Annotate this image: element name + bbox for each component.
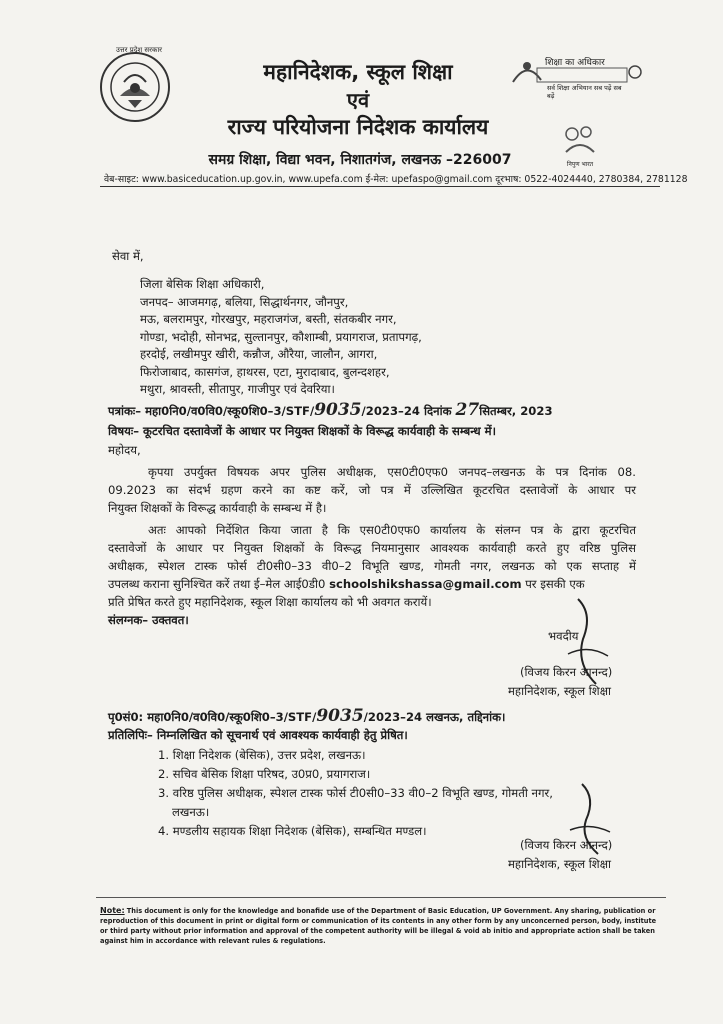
ref-handwritten-number: 9035 [314, 400, 362, 420]
signatory-name: (विजय किरन आनन्द) [520, 665, 613, 679]
recipient-line: हरदोई, लखीमपुर खीरी, कन्नौज, औरैया, जालौन, आगरा, [140, 347, 378, 361]
enclosure: संलग्नक– उक्तवत। [108, 613, 189, 627]
para1-line: कृपया उपर्युक्त विषयक अपर पुलिस अधीक्षक, एस0टी0एफ0 जनपद–लखनऊ के पत्र दिनांक 08. [148, 465, 636, 479]
up-government-emblem-icon [98, 50, 172, 124]
para1-line: 09.2023 का संदर्भ ग्रहण करने का कष्ट करें, जो पत्र में उल्लिखित कूटरचित दस्तावेजों के आधार पर [108, 483, 636, 497]
recipient-line: मथुरा, श्रावस्ती, सीतापुर, गाजीपुर एवं देवरिया। [140, 382, 335, 396]
para2-line [108, 576, 585, 592]
emblem-caption: उत्तर प्रदेश सरकार [115, 46, 163, 54]
endorsement-number-line [108, 708, 505, 725]
office-title-line1: महानिदेशक, स्कूल शिक्षा [263, 60, 453, 84]
copy-intro: प्रतिलिपिः– निम्नलिखित को सूचनार्थ एवं आवश्यक कार्यवाही हेतु प्रेषित। [108, 728, 408, 742]
recipient-line: मऊ, बलरामपुर, गोरखपुर, महराजगंज, बस्ती, संतकबीर नगर, [140, 312, 397, 326]
para2-line: अतः आपको निर्देशित किया जाता है कि एस0टी0एफ0 कार्यालय के संलग्न पत्र के द्वारा कूटरचित [148, 523, 636, 537]
ref-suffix: /2023–24 दिनांक [361, 404, 452, 418]
ref2-handwritten-number: 9035 [316, 706, 364, 726]
note-text: This document is only for the knowledge and bonafide use of the Department of Basic Education, UP Government. Any sharing, publication or reproduction of this document in print or digital form or communication of its contents in any other form by any unconcerned person, body, institute or third party without prior information and approval of the competent authority will be illegal & void ab initio and appropriate action shall be taken against him in accordance with relevant rules & regulations. [100, 907, 657, 945]
ref2-prefix: पृ0सं0: महा0नि0/व0वि0/स्कू0शि0–3/STF/ [108, 710, 317, 724]
salutation: सेवा में, [112, 249, 144, 263]
rte-logo-text: शिक्षा का अधिकार [545, 58, 605, 68]
ref-month: सितम्बर, 2023 [479, 404, 553, 418]
signatory-name: (विजय किरन आनन्द) [520, 838, 613, 852]
office-address: समग्र शिक्षा, विद्या भवन, निशातगंज, लखनऊ –226007 [208, 152, 512, 168]
ref-prefix: पत्रांकः– महा0नि0/व0वि0/स्कू0शि0–3/STF/ [108, 404, 315, 418]
rte-logo [507, 52, 647, 100]
signatory-designation: महानिदेशक, स्कूल शिक्षा [508, 684, 612, 698]
list-item: 3. वरिष्ठ पुलिस अधीक्षक, स्पेशल टास्क फोर्स टी0सी0–33 वी0–2 विभूति खण्ड, गोमती नगर, [158, 786, 553, 800]
recipient-block [140, 276, 422, 399]
greeting: महोदय, [108, 443, 141, 457]
list-item: 1. शिक्षा निदेशक (बेसिक), उत्तर प्रदेश, लखनऊ। [158, 748, 366, 762]
para2-line: दस्तावेजों के आधार पर नियुक्त शिक्षकों के विरूद्ध नियमानुसार आवश्यक कार्यवाही करते हुए वरिष्ठ पुलिस [108, 541, 636, 555]
footer-divider [96, 897, 666, 898]
footer-note [100, 906, 660, 946]
nipun-bharat-icon [560, 122, 600, 156]
recipient-line: गोण्डा, भदोही, सोनभद्र, सुल्तानपुर, कौशाम्बी, प्रयागराज, प्रतापगढ़, [140, 329, 422, 344]
para2-line4-suffix: पर इसकी एक [521, 577, 585, 591]
reference-number-line [108, 402, 553, 419]
list-item: लखनऊ। [172, 805, 210, 819]
ssa-slogan: सर्व शिक्षा अभियान सब पढ़ें सब बढ़ें [547, 84, 622, 100]
para2-line: प्रति प्रेषित करते हुए महानिदेशक, स्कूल शिक्षा कार्यालय को भी अवगत करायें। [108, 595, 432, 609]
nipun-bharat-text: निपुण भारत [566, 161, 594, 168]
note-label: Note: [100, 906, 125, 915]
para2-line4-prefix: उपलब्ध कराना सुनिश्चित करें तथा ई–मेल आई0डी0 [108, 577, 330, 591]
list-item: 4. मण्डलीय सहायक शिक्षा निदेशक (बेसिक), सम्बन्धित मण्डल। [158, 824, 427, 838]
office-title-line2: एवं [346, 88, 370, 112]
recipient-line: जनपद– आजमगढ़, बलिया, सिद्धार्थनगर, जौनपुर, [140, 294, 349, 309]
recipient-line: जिला बेसिक शिक्षा अधिकारी, [140, 277, 265, 291]
header-divider [100, 186, 660, 187]
office-contact: वेब-साइट: www.basiceducation.up.gov.in, www.upefa.com ई-मेल: upefaspo@gmail.com दूरभाष: 0522-4024440, 2780384, 2781128 [104, 174, 688, 185]
copy-list [158, 746, 553, 841]
office-title-line3: राज्य परियोजना निदेशक कार्यालय [227, 115, 489, 139]
closing-bhavdiya: भवदीय [548, 629, 579, 643]
para1-line: नियुक्त शिक्षकों के विरूद्ध कार्यवाही के सम्बन्ध में है। [108, 501, 327, 515]
list-item: 2. सचिव बेसिक शिक्षा परिषद, उ0प्र0, प्रयागराज। [158, 767, 371, 781]
para2-line: अधीक्षक, स्पेशल टास्क फोर्स टी0सी0–33 वी0–2 विभूति खण्ड, गोमती नगर, लखनऊ को एक सप्ताह में [108, 559, 636, 573]
ref-handwritten-date: 27 [455, 400, 480, 420]
nipun-bharat-logo [560, 122, 600, 166]
signatory-designation: महानिदेशक, स्कूल शिक्षा [508, 857, 612, 871]
subject-line: विषयः– कूटरचित दस्तावेजों के आधार पर नियुक्त शिक्षकों के विरूद्ध कार्यवाही के सम्बन्ध में। [108, 424, 496, 438]
recipient-line: फिरोजाबाद, कासगंज, हाथरस, एटा, मुरादाबाद, बुलन्दशहर, [140, 364, 390, 379]
email-address: schoolshikshassa@gmail.com [329, 577, 522, 591]
ref2-suffix: /2023–24 लखनऊ, तद्दिनांक। [363, 710, 506, 724]
